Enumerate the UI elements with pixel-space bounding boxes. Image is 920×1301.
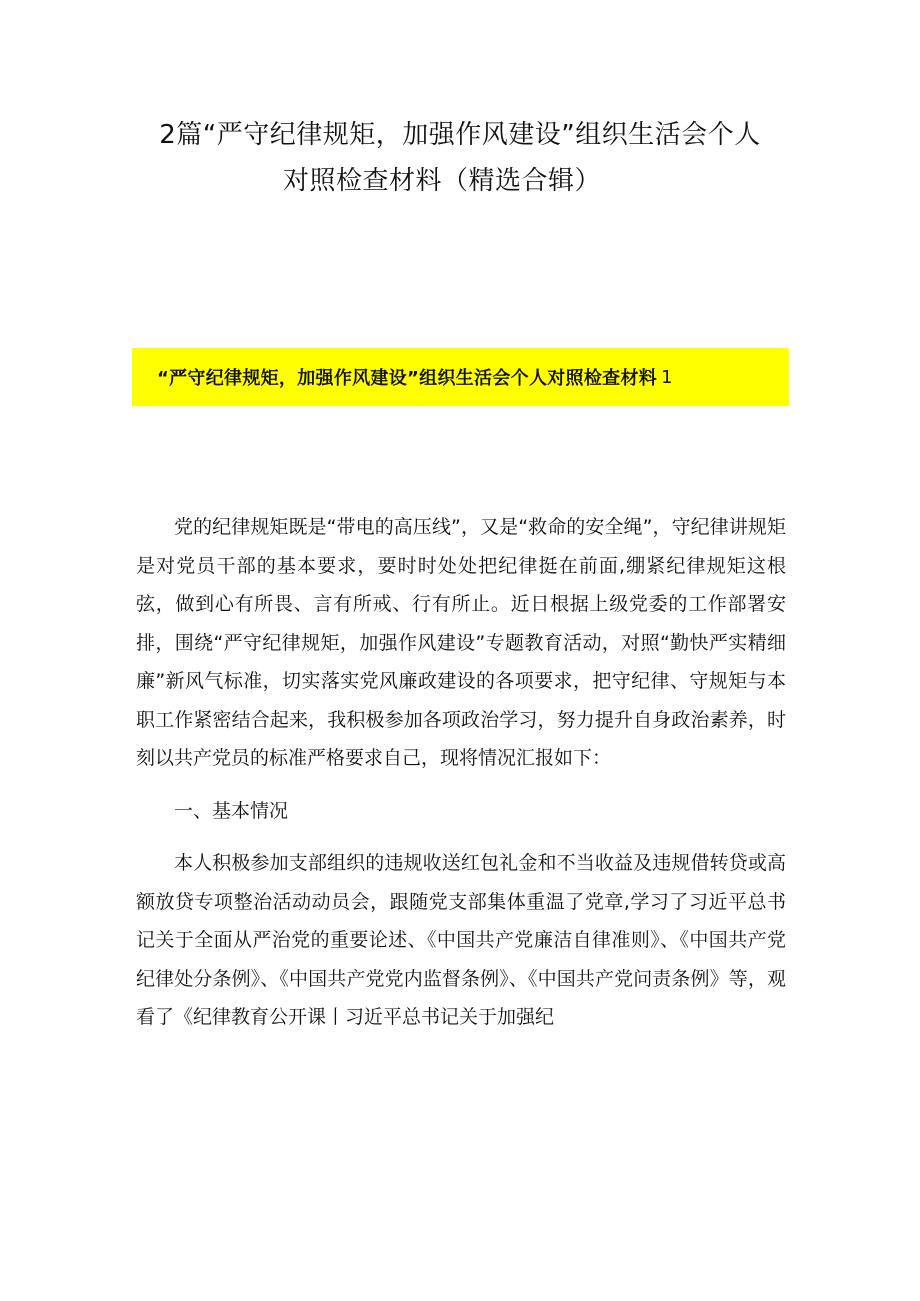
body-paragraph-intro: 党的纪律规矩既是“带电的高压线”，又是“救命的安全绳”，守纪律讲规矩是对党员干部的基本要求，要时时处处把纪律挺在前面,绷紧纪律规矩这根弦，做到心有所畏、言有所戒、行有所止。近日根据上级党委的工作部署安排，围绕“严守纪律规矩，加强作风建设”专题教育活动，对照“勤快严实精细廉”新风气标准，切实落实党风廉政建设的各项要求，把守纪律、守规矩与本职工作紧密结合起来，我积极参加各项政治学习，努力提升自身政治素养，时刻以共产党员的标准严格要求自己，现将情况汇报如下： <box>136 516 786 769</box>
section-banner <box>132 348 789 406</box>
section-banner-number: 1 <box>661 366 673 388</box>
document-title-line-2: 对照检查材料（精选合辑） <box>282 166 601 196</box>
section-banner-title: “严守纪律规矩，加强作风建设”组织生活会个人对照检查材料 <box>157 368 658 389</box>
document-title <box>0 112 920 204</box>
document-body <box>136 508 786 1037</box>
body-paragraph-basic-situation: 本人积极参加支部组织的违规收送红包礼金和不当收益及违规借转贷或高额放贷专项整治活动动员会，跟随党支部集体重温了党章,学习了习近平总书记关于全面从严治党的重要论述、《中国共产党廉洁自律准则》、《中国共产党纪律处分条例》、《中国共产党党内监督条例》、《中国共产党问责条例》等，观看了《纪律教育公开课丨习近平总书记关于加强纪 <box>136 852 786 1028</box>
section-heading-basic-situation: 一、基本情况 <box>174 799 289 822</box>
document-title-line-1: 2篇“严守纪律规矩，加强作风建设”组织生活会个人 <box>159 120 761 150</box>
